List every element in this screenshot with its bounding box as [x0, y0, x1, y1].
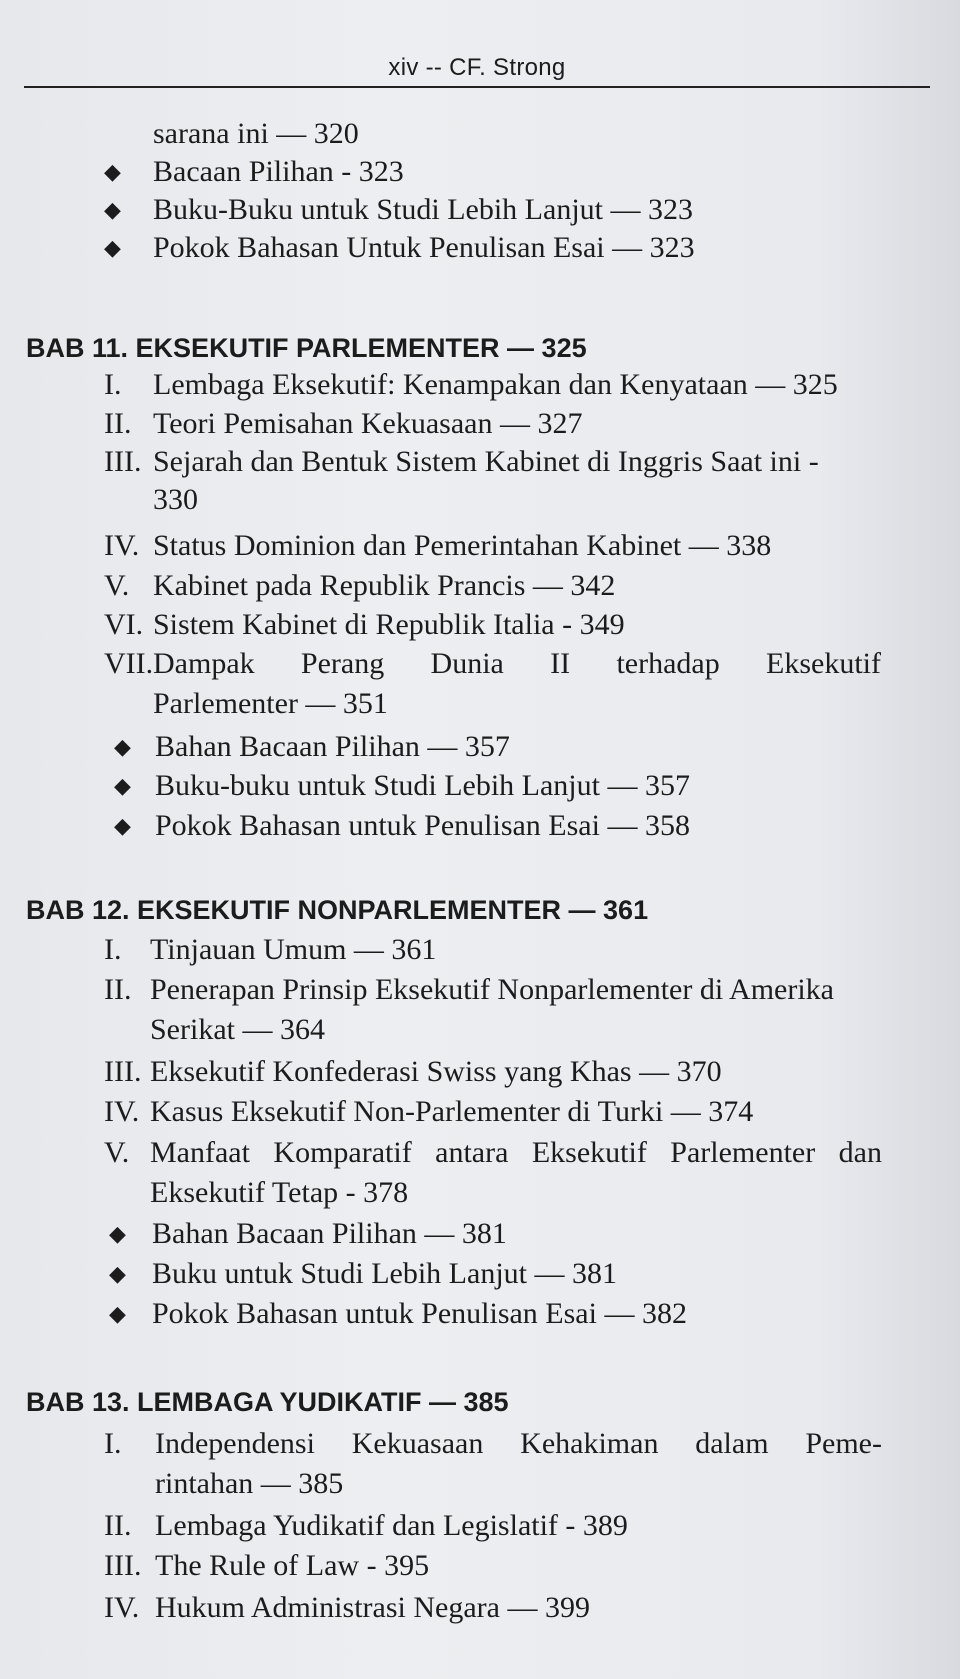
toc-entry-number: I.	[104, 933, 122, 966]
diamond-bullet-icon: ◆	[109, 1221, 126, 1246]
toc-entry-text: Penerapan Prinsip Eksekutif Nonparlementer di Amerika	[150, 973, 834, 1006]
toc-entry-number: III.	[104, 1549, 142, 1582]
toc-extra-item: Bahan Bacaan Pilihan — 381	[152, 1217, 507, 1250]
toc-extra-item: Buku-Buku untuk Studi Lebih Lanjut — 323	[153, 193, 693, 226]
toc-entry-text: Independensi Kekuasaan Kehakiman dalam Peme-	[155, 1427, 882, 1460]
toc-entry-number: II.	[104, 407, 132, 440]
toc-extra-item: Pokok Bahasan Untuk Penulisan Esai — 323	[153, 231, 695, 264]
chapter-heading: BAB 13. LEMBAGA YUDIKATIF — 385	[26, 1387, 509, 1417]
toc-entry-number: III.	[104, 1055, 142, 1088]
toc-entry-continuation: Serikat — 364	[150, 1013, 325, 1046]
toc-entry-text: Manfaat Komparatif antara Eksekutif Parlementer dan	[150, 1136, 882, 1169]
toc-entry-number: III.	[104, 445, 142, 478]
toc-extra-item: Buku-buku untuk Studi Lebih Lanjut — 357	[155, 769, 690, 802]
toc-entry-text: The Rule of Law - 395	[155, 1549, 430, 1582]
toc-entry-number: I.	[104, 1427, 122, 1460]
toc-entry-text: Teori Pemisahan Kekuasaan — 327	[153, 407, 583, 440]
toc-entry-text: Hukum Administrasi Negara — 399	[155, 1591, 590, 1624]
toc-entry-number: VII.	[104, 647, 154, 680]
toc-entry-text: Status Dominion dan Pemerintahan Kabinet — 338	[153, 529, 772, 562]
diamond-bullet-icon: ◆	[104, 159, 121, 184]
diamond-bullet-icon: ◆	[104, 235, 121, 260]
diamond-bullet-icon: ◆	[114, 734, 131, 759]
running-header	[24, 50, 930, 88]
toc-entry-number: IV.	[104, 1095, 140, 1128]
toc-entry-text: Lembaga Eksekutif: Kenampakan dan Kenyataan — 325	[153, 368, 838, 401]
toc-extra-item: Pokok Bahasan untuk Penulisan Esai — 382	[152, 1297, 687, 1330]
toc-entry-text: Sejarah dan Bentuk Sistem Kabinet di Inggris Saat ini -	[153, 445, 819, 478]
toc-entry-text: Dampak Perang Dunia II terhadap Eksekutif	[153, 647, 881, 680]
chapter-heading: BAB 11. EKSEKUTIF PARLEMENTER — 325	[26, 333, 587, 363]
toc-extra-item: Bahan Bacaan Pilihan — 357	[155, 730, 510, 763]
toc-entry-number: V.	[104, 1136, 130, 1169]
toc-entry-text: Lembaga Yudikatif dan Legislatif - 389	[155, 1509, 628, 1542]
toc-entry-text: Sistem Kabinet di Republik Italia - 349	[153, 608, 625, 641]
header-title: xiv -- CF. Strong	[388, 54, 566, 81]
toc-entry-number: II.	[104, 1509, 132, 1542]
toc-entry-number: I.	[104, 368, 122, 401]
toc-entry-number: II.	[104, 973, 132, 1006]
toc-extra-item: Pokok Bahasan untuk Penulisan Esai — 358	[155, 809, 690, 842]
toc-extra-item: Buku untuk Studi Lebih Lanjut — 381	[152, 1257, 617, 1290]
toc-continuation-line: sarana ini — 320	[153, 117, 359, 150]
diamond-bullet-icon: ◆	[114, 773, 131, 798]
toc-entry-continuation: 330	[153, 483, 198, 516]
toc-entry-text: Tinjauan Umum — 361	[150, 933, 437, 966]
toc-entry-number: IV.	[104, 529, 140, 562]
toc-entry-continuation: rintahan — 385	[155, 1467, 344, 1500]
toc-entry-continuation: Parlementer — 351	[153, 687, 388, 720]
toc-entry-number: IV.	[104, 1591, 140, 1624]
diamond-bullet-icon: ◆	[104, 197, 121, 222]
toc-extra-item: Bacaan Pilihan - 323	[153, 155, 404, 188]
diamond-bullet-icon: ◆	[109, 1261, 126, 1286]
toc-entry-continuation: Eksekutif Tetap - 378	[150, 1176, 409, 1209]
diamond-bullet-icon: ◆	[114, 813, 131, 838]
toc-entry-text: Kasus Eksekutif Non-Parlementer di Turki — 374	[150, 1095, 754, 1128]
toc-entry-text: Kabinet pada Republik Prancis — 342	[153, 569, 616, 602]
diamond-bullet-icon: ◆	[109, 1301, 126, 1326]
toc-entry-text: Eksekutif Konfederasi Swiss yang Khas — 370	[150, 1055, 722, 1088]
toc-entry-number: V.	[104, 569, 130, 602]
toc-entry-number: VI.	[104, 608, 144, 641]
chapter-heading: BAB 12. EKSEKUTIF NONPARLEMENTER — 361	[26, 895, 649, 925]
